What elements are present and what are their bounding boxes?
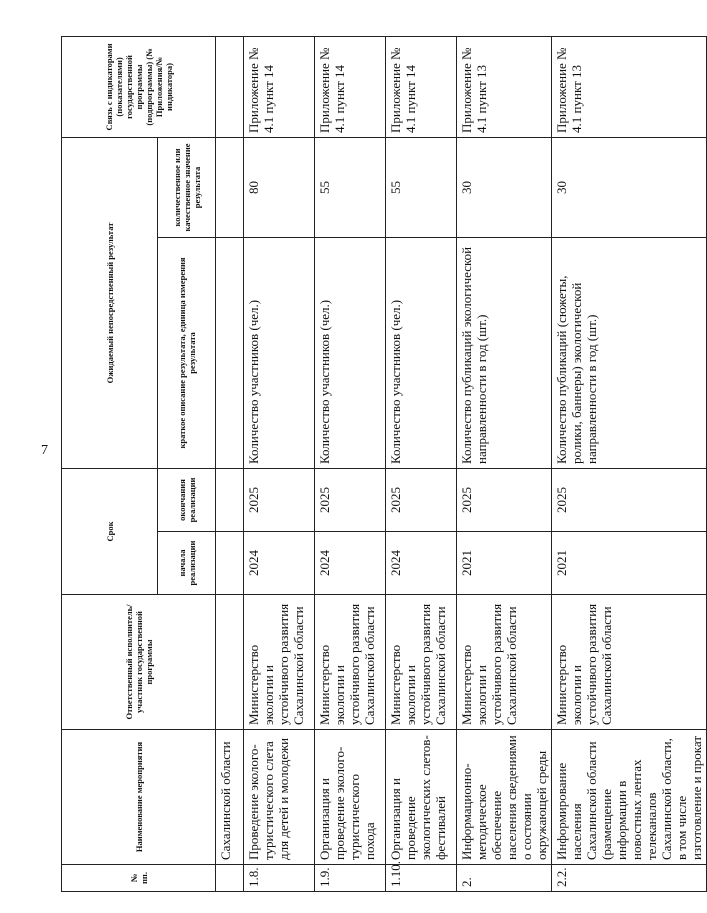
header-result-value: количественное или качественное значение результата — [158, 137, 216, 237]
row-name: Проведение эколого-туристического слета для детей и молодежи — [244, 730, 315, 865]
row-result-value: 30 — [457, 137, 552, 237]
page-number: 7 — [41, 443, 48, 458]
table-row — [457, 36, 552, 891]
header-result: Ожидаемый непосредственный результат — [62, 137, 158, 468]
section-empty-cell — [216, 36, 244, 137]
row-result-desc: Количество участников (чел.) — [386, 237, 457, 468]
row-end: 2025 — [386, 468, 457, 531]
row-responsible: Министерство экологии и устойчивого развития Сахалинской области — [315, 595, 386, 730]
row-num: 2.2. — [552, 865, 707, 892]
section-empty-cell — [216, 237, 244, 468]
row-num: 2. — [457, 865, 552, 892]
row-end: 2025 — [457, 468, 552, 531]
section-empty-cell — [216, 532, 244, 595]
row-responsible: Министерство экологии и устойчивого развития Сахалинской области — [457, 595, 552, 730]
row-end: 2025 — [244, 468, 315, 531]
row-name: Организация и проведение экологических слетов-фестивалей — [386, 730, 457, 865]
row-responsible: Министерство экологии и устойчивого развития Сахалинской области — [244, 595, 315, 730]
row-num: 1.9. — [315, 865, 386, 892]
row-start: 2024 — [315, 532, 386, 595]
measures-table — [61, 36, 707, 892]
row-num: 1.8. — [244, 865, 315, 892]
header-link: Связь с индикаторами (показателями) государственной программы (подпрограммы) (№ Приложения/№ индикатора) — [62, 36, 216, 137]
row-responsible: Министерство экологии и устойчивого развития Сахалинской области — [552, 595, 707, 730]
header-term-end: окончания реализации — [158, 468, 216, 531]
row-num: 1.10. — [386, 865, 457, 892]
header-num: № пп. — [62, 865, 216, 892]
row-name: Организация и проведение эколого-туристического похода — [315, 730, 386, 865]
section-num-cell — [216, 865, 244, 892]
row-result-desc: Количество публикаций экологической направленности в год (шт.) — [457, 237, 552, 468]
row-end: 2025 — [552, 468, 707, 531]
section-name-cell: Сахалинской области — [216, 730, 244, 865]
row-start: 2024 — [386, 532, 457, 595]
table-row — [386, 36, 457, 891]
row-start: 2021 — [457, 532, 552, 595]
row-responsible: Министерство экологии и устойчивого развития Сахалинской области — [386, 595, 457, 730]
row-name: Информирование населения Сахалинской области (размещение информации в новостных лентах телеканалов Сахалинской области, в том числе изготовление и прокат — [552, 730, 707, 865]
row-link: Приложение № 4.1 пункт 14 — [386, 36, 457, 137]
header-term-start: начала реализации — [158, 532, 216, 595]
row-result-value: 30 — [552, 137, 707, 237]
row-end: 2025 — [315, 468, 386, 531]
row-link: Приложение № 4.1 пункт 13 — [552, 36, 707, 137]
row-start: 2021 — [552, 532, 707, 595]
row-name: Информационно-методическое обеспечение населения сведениями о состоянии окружающей среды — [457, 730, 552, 865]
section-empty-cell — [216, 468, 244, 531]
header-responsible: Ответственный исполнитель/участник государственной программы — [62, 595, 216, 730]
table-row — [244, 36, 315, 891]
header-row-1 — [62, 36, 158, 891]
section-empty-cell — [216, 137, 244, 237]
section-row — [216, 36, 244, 891]
header-result-desc: краткое описание результата, единица измерения результата — [158, 237, 216, 468]
row-link: Приложение № 4.1 пункт 14 — [315, 36, 386, 137]
row-result-desc: Количество участников (чел.) — [315, 237, 386, 468]
row-start: 2024 — [244, 532, 315, 595]
header-name: Наименование мероприятия — [62, 730, 216, 865]
row-link: Приложение № 4.1 пункт 13 — [457, 36, 552, 137]
row-link: Приложение № 4.1 пункт 14 — [244, 36, 315, 137]
rotated-table-wrapper — [61, 37, 704, 892]
row-result-value: 55 — [315, 137, 386, 237]
header-term: Срок — [62, 468, 158, 594]
table-row — [552, 36, 707, 891]
section-empty-cell — [216, 595, 244, 730]
row-result-desc: Количество публикаций (сюжеты, ролики, баннеры) экологической направленности в год (шт.) — [552, 237, 707, 468]
row-result-desc: Количество участников (чел.) — [244, 237, 315, 468]
row-result-value: 80 — [244, 137, 315, 237]
row-result-value: 55 — [386, 137, 457, 237]
table-row — [315, 36, 386, 891]
